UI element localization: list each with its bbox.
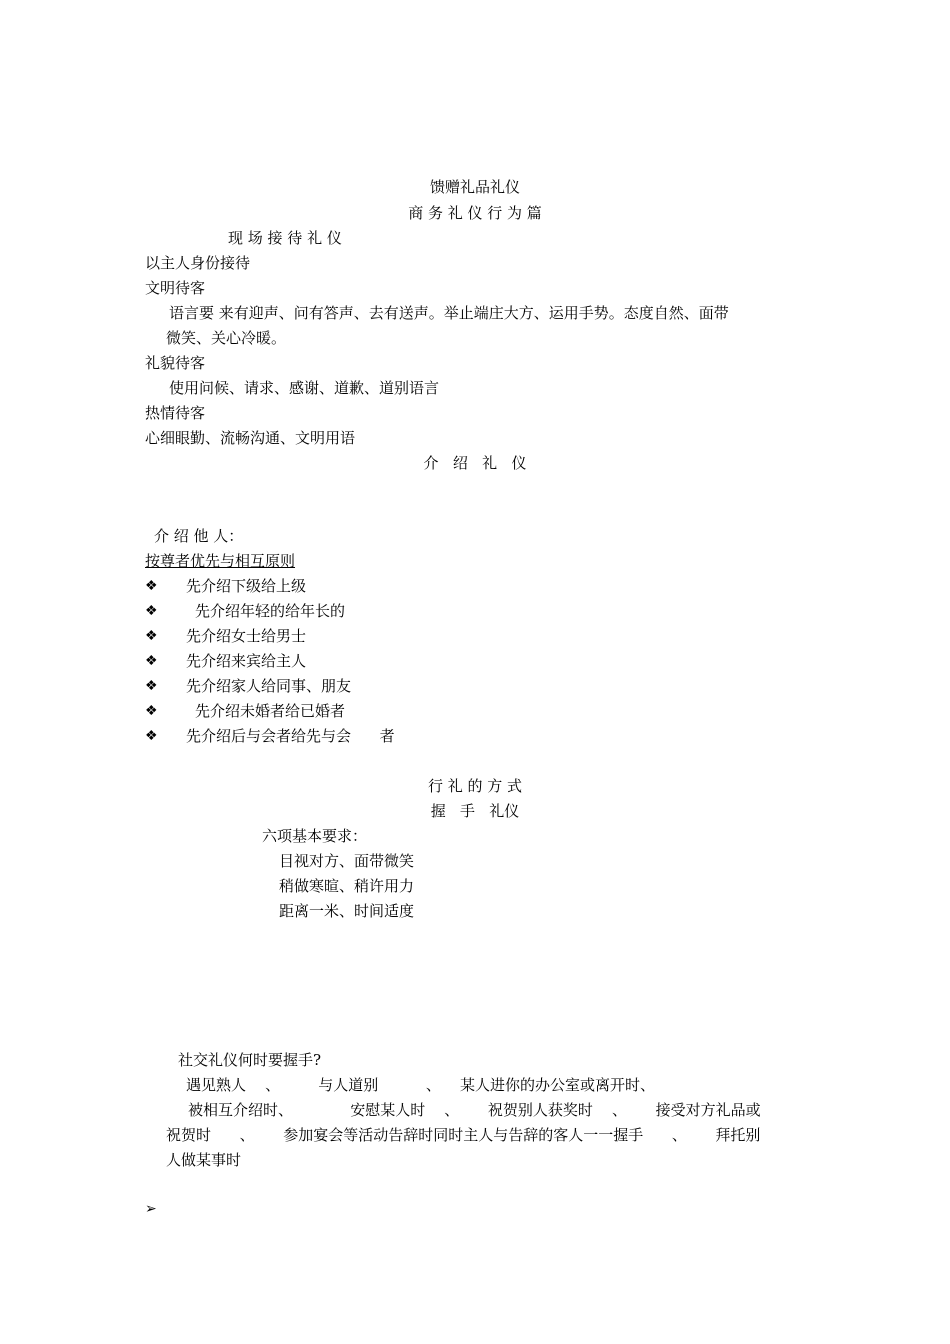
requirement-item: 目视对方、面带微笑 xyxy=(279,852,415,870)
civil-line-1: 语言要 来有迎声、问有答声、去有送声。举止端庄大方、运用手势。态度自然、面带 xyxy=(169,304,729,322)
bullet-icon: ❖ xyxy=(145,578,158,594)
introduce-others-heading: 介 绍 他 人： xyxy=(154,527,244,545)
requirement-item: 稍做寒暄、稍许用力 xyxy=(279,877,415,895)
warm-text: 心细眼勤、流畅沟通、文明用语 xyxy=(145,429,356,447)
bullet-icon: ❖ xyxy=(145,603,158,619)
list-item: 先介绍年轻的给年长的 xyxy=(195,602,346,620)
handshake-question: 社交礼仪何时要握手? xyxy=(178,1051,322,1069)
bullet-icon: ❖ xyxy=(145,653,158,669)
civil-line-2: 微笑、关心冷暖。 xyxy=(166,329,287,347)
civil-heading: 文明待客 xyxy=(145,279,206,297)
list-item: 先介绍家人给同事、朋友 xyxy=(186,677,352,695)
requirements-heading: 六项基本要求： xyxy=(262,827,368,845)
reception-heading: 现 场 接 待 礼 仪 xyxy=(228,229,342,247)
warm-heading: 热情待客 xyxy=(145,404,206,422)
polite-text: 使用问候、请求、感谢、道歉、道别语言 xyxy=(169,379,440,397)
document-subtitle: 商 务 礼 仪 行 为 篇 xyxy=(408,204,542,222)
handshake-occasions-line-3: 祝贺时 、 参加宴会等活动告辞时同时主人与告辞的客人一一握手 、 拜托别 xyxy=(166,1126,761,1144)
list-item: 先介绍下级给上级 xyxy=(186,577,307,595)
principle-text: 按尊者优先与相互原则 xyxy=(145,552,296,570)
introduction-heading: 介 绍 礼 仪 xyxy=(423,454,527,472)
handshake-occasions-line-4: 人做某事时 xyxy=(166,1151,242,1169)
arrow-bullet-icon: ➢ xyxy=(145,1201,157,1217)
bullet-icon: ❖ xyxy=(145,628,158,644)
list-item: 先介绍来宾给主人 xyxy=(186,652,307,670)
polite-heading: 礼貌待客 xyxy=(145,354,206,372)
list-item: 先介绍女士给男士 xyxy=(186,627,307,645)
requirement-item: 距离一米、时间适度 xyxy=(279,902,415,920)
document-title: 馈赠礼品礼仪 xyxy=(429,178,520,196)
handshake-heading: 握 手 礼仪 xyxy=(430,802,520,820)
list-item: 先介绍后与会者给先与会 者 xyxy=(186,727,395,745)
handshake-occasions-line-1: 遇见熟人 、 与人道别 、 某人进你的办公室或离开时、 xyxy=(186,1076,655,1094)
host-reception-text: 以主人身份接待 xyxy=(145,254,251,272)
bullet-icon: ❖ xyxy=(145,703,158,719)
handshake-occasions-line-2: 被相互介绍时、 安慰某人时 、 祝贺别人获奖时 、 接受对方礼品或 xyxy=(188,1101,761,1119)
bullet-icon: ❖ xyxy=(145,678,158,694)
bullet-icon: ❖ xyxy=(145,728,158,744)
greeting-methods-heading: 行 礼 的 方 式 xyxy=(427,777,523,795)
list-item: 先介绍未婚者给已婚者 xyxy=(195,702,346,720)
